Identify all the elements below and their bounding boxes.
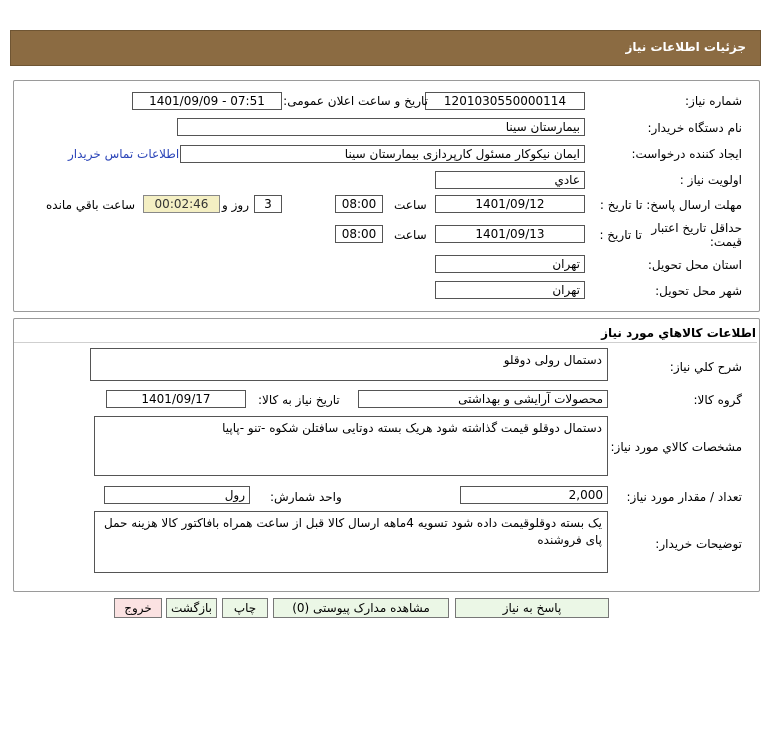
buyer-contact-link[interactable]: اطلاعات تماس خريدار — [68, 147, 180, 161]
buyer-label: نام دستگاه خريدار: — [647, 121, 742, 135]
unit-label: واحد شمارش: — [270, 490, 342, 504]
send-date-field: 1401/09/12 — [435, 195, 585, 213]
need-info-panel — [13, 80, 760, 312]
summary-field: دستمال رولی دوقلو — [90, 348, 608, 381]
qty-field: 2,000 — [460, 486, 608, 504]
goods-section-divider — [14, 342, 757, 343]
exit-button[interactable]: خروج — [114, 598, 162, 618]
qty-label: تعداد / مقدار مورد نياز: — [626, 490, 742, 504]
group-label: گروه کالا: — [693, 393, 742, 407]
specs-field: دستمال دوقلو قيمت گذاشته شود هريک بسته دوتايی سافتلن شکوه -تنو -پاپيا — [94, 416, 608, 476]
page-title: جزئيات اطلاعات نياز — [625, 40, 746, 54]
validity-label: حداقل تاريخ اعتبار قيمت: — [651, 221, 742, 249]
desc-label: توضيحات خريدار: — [655, 537, 742, 551]
send-deadline-label: مهلت ارسال پاسخ: تا تاريخ : — [599, 198, 742, 212]
page-header — [10, 30, 761, 66]
creator-field: ايمان نيکوکار مسئول کارپردازی بيمارستان سينا — [180, 145, 585, 163]
reply-button[interactable]: پاسخ به نياز — [455, 598, 609, 618]
validity-date-field: 1401/09/13 — [435, 225, 585, 243]
city-field: تهران — [435, 281, 585, 299]
need-date-field: 1401/09/17 — [106, 390, 246, 408]
unit-field: رول — [104, 486, 250, 504]
remaining-time-display: 00:02:46 — [143, 195, 220, 213]
send-time-label: ساعت — [394, 198, 427, 212]
buyer-field: بيمارستان سينا — [177, 118, 585, 136]
announce-field: 1401/09/09 - 07:51 — [132, 92, 282, 110]
goods-section-title: اطلاعات کالاهاي مورد نياز — [601, 326, 756, 340]
group-field: محصولات آرايشی و بهداشتی — [358, 390, 608, 408]
back-button[interactable]: بازگشت — [166, 598, 217, 618]
priority-field: عادي — [435, 171, 585, 189]
validity-time-label: ساعت — [394, 228, 427, 242]
attachments-button[interactable]: مشاهده مدارک پيوستی (0) — [273, 598, 449, 618]
validity-to-label: تا تاريخ : — [599, 228, 642, 242]
days-label: روز و — [222, 198, 249, 212]
send-time-field: 08:00 — [335, 195, 383, 213]
specs-label: مشخصات کالاي مورد نياز: — [610, 440, 742, 454]
print-button[interactable]: چاپ — [222, 598, 268, 618]
need-number-field: 1201030550000114 — [425, 92, 585, 110]
priority-label: اولويت نياز : — [679, 173, 742, 187]
need-number-label: شماره نياز: — [685, 94, 742, 108]
days-field: 3 — [254, 195, 282, 213]
province-label: استان محل تحويل: — [647, 258, 742, 272]
remaining-label: ساعت باقي مانده — [46, 198, 136, 212]
city-label: شهر محل تحويل: — [655, 284, 742, 298]
validity-time-field: 08:00 — [335, 225, 383, 243]
desc-field: يک بسته دوقلوقيمت داده شود تسويه 4ماهه ارسال کالا قبل از ساعت همراه بافاکتور کالا هزينه حمل پای فروشنده — [94, 511, 608, 573]
announce-label: تاريخ و ساعت اعلان عمومی: — [283, 94, 428, 108]
province-field: تهران — [435, 255, 585, 273]
creator-label: ايجاد کننده درخواست: — [631, 147, 742, 161]
need-date-label: تاريخ نياز به کالا: — [258, 393, 340, 407]
summary-label: شرح کلي نياز: — [669, 360, 742, 374]
